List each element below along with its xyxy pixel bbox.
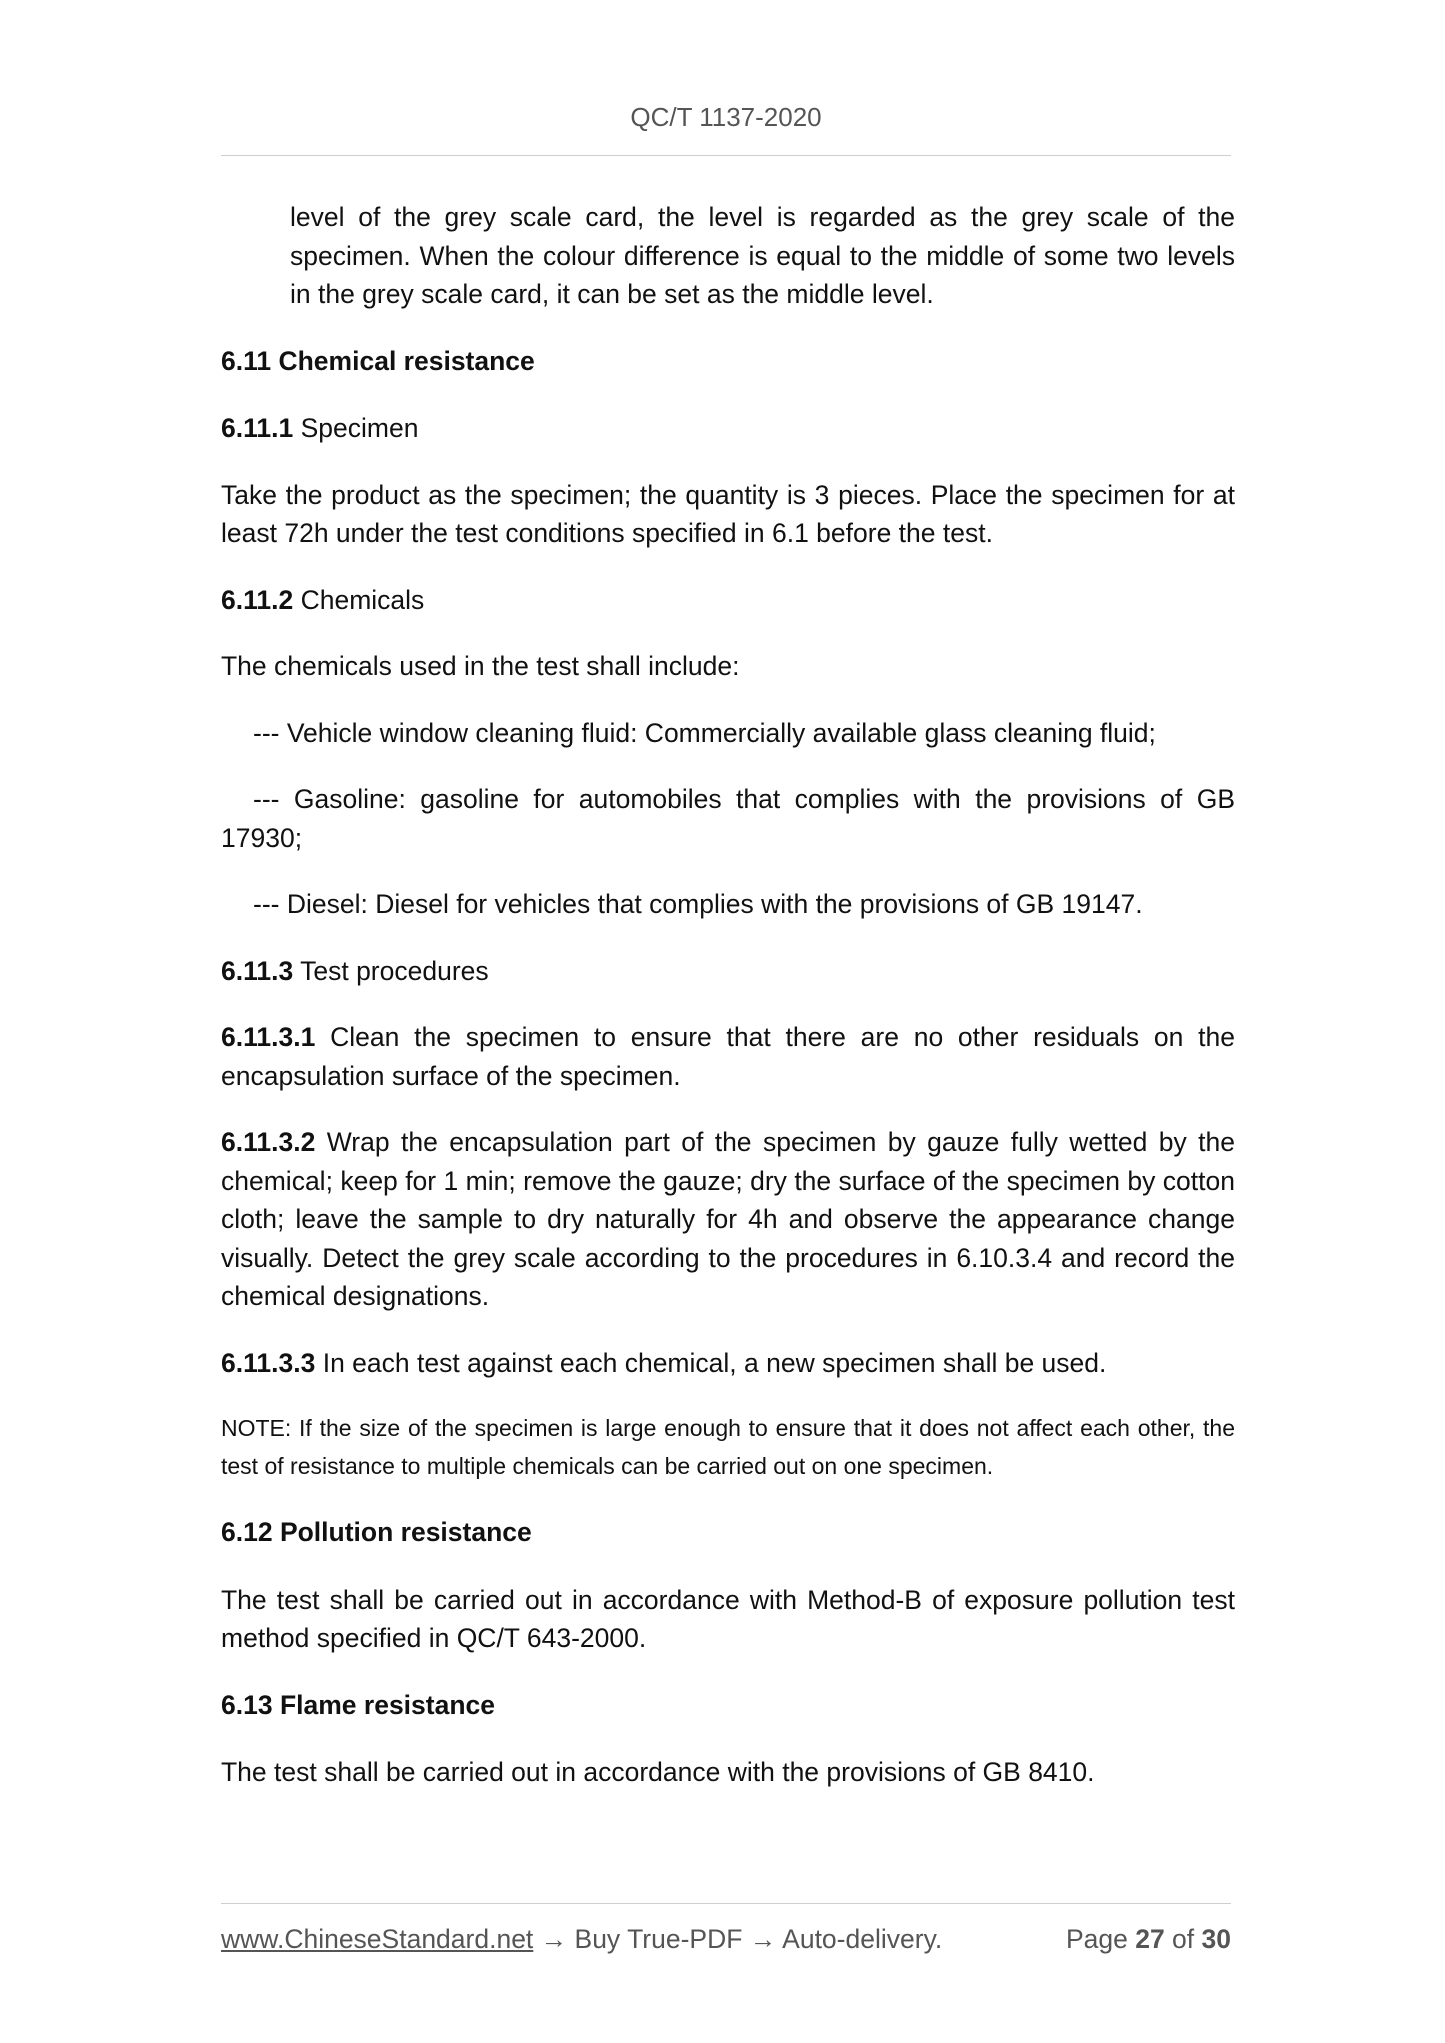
section-text: In each test against each chemical, a new specimen shall be used. [322,1347,1107,1378]
section-6-13-heading: 6.13 Flame resistance [221,1689,496,1720]
page-header: QC/T 1137-2020 [630,102,822,132]
section-6-11-3-3 [221,1344,1235,1383]
footer-promo [221,1924,942,1955]
chemical-list-item: --- Diesel: Diesel for vehicles that complies with the provisions of GB 19147. [253,889,1143,919]
section-title: Chemicals [300,584,425,615]
section-number: 6.11.1 [221,413,294,443]
page-total: 30 [1201,1924,1231,1954]
section-6-11-1-text: Take the product as the specimen; the quantity is 3 pieces. Place the specimen for at least 72h under the test conditions specified in 6.1 before the test. [221,479,1235,548]
section-6-12-text: The test shall be carried out in accordance with Method-B of exposure pollution test method specified in QC/T 643-2000. [221,1584,1235,1653]
section-text: Clean the specimen to ensure that there are no other residuals on the encapsulation surface of the specimen. [221,1022,1235,1091]
website-link[interactable]: www.ChineseStandard.net [221,1924,534,1954]
section-6-11-3-2 [221,1123,1235,1316]
section-number: 6.11.2 [221,584,294,615]
page-of: of [1164,1924,1202,1954]
section-number: 6.11.3.1 [221,1022,316,1052]
document-body [221,198,1235,1820]
section-text: Wrap the encapsulation part of the specimen by gauze fully wetted by the chemical; keep for 1 min; remove the gauze; dry the surface of the specimen by cotton cloth; leave the sample to dry naturally for 4h and observe the appearance change visually. Detect the grey scale according to the procedures in 6.10.3.4 and record the chemical designations. [221,1127,1235,1311]
section-title: Specimen [300,413,419,443]
section-6-11-3-1 [221,1018,1235,1095]
section-number: 6.11.3.2 [221,1127,316,1157]
section-number: 6.11.3.3 [221,1347,316,1378]
section-6-11-2-heading [221,581,1235,620]
page-current: 27 [1135,1924,1165,1954]
chemical-list-item: --- Gasoline: gasoline for automobiles that complies with the provisions of GB 17930; [221,784,1235,853]
section-6-11-1-heading [221,409,1235,448]
page-number [1066,1924,1231,1955]
section-title: Test procedures [300,955,489,986]
page-prefix: Page [1065,1924,1136,1954]
chemical-list-item: --- Vehicle window cleaning fluid: Commercially available glass cleaning fluid; [253,717,1156,748]
section-6-13-text: The test shall be carried out in accordance with the provisions of GB 8410. [221,1757,1095,1787]
section-6-11-3-heading [221,952,1235,991]
section-number: 6.11.3 [221,955,294,986]
section-6-12-heading: 6.12 Pollution resistance [221,1517,532,1547]
footer-tagline: → Buy True-PDF → Auto-delivery. [533,1924,943,1954]
header-divider [221,155,1231,156]
intro-continuation: level of the grey scale card, the level is regarded as the grey scale of the specimen. When the colour difference is equal to the middle of some two levels in the grey scale card, it can be set as the middle level. [290,202,1235,309]
section-6-11-heading: 6.11 Chemical resistance [221,345,535,376]
footer-divider [221,1903,1231,1904]
section-6-11-2-text: The chemicals used in the test shall include: [221,651,740,681]
note-text: NOTE: If the size of the specimen is large enough to ensure that it does not affect each other, the test of resistance to multiple chemicals can be carried out on one specimen. [221,1415,1235,1479]
